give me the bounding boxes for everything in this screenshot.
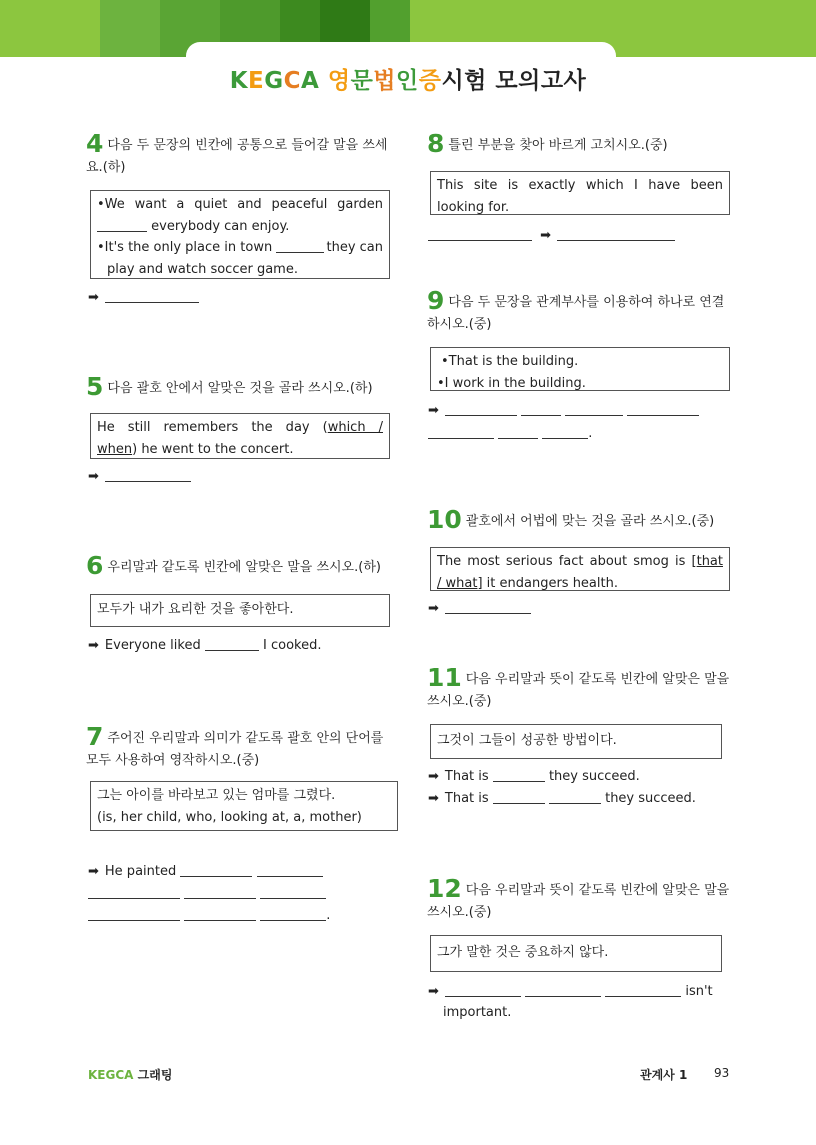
answer-blank[interactable] [180, 862, 252, 877]
q4-box [90, 190, 390, 279]
answer-blank[interactable] [498, 424, 538, 439]
answer-blank[interactable] [557, 226, 675, 241]
answer-blank[interactable] [549, 789, 601, 804]
page-number: 93 [714, 1066, 730, 1080]
page-title [0, 62, 816, 95]
q9-answer [428, 400, 699, 422]
question-number: 4 [86, 129, 104, 158]
arrow-icon: ➡ [88, 469, 99, 484]
box-line: This site is exactly which I have been [437, 178, 723, 193]
question-10 [427, 505, 731, 534]
arrow-icon: ➡ [428, 601, 439, 616]
footer-chapter: 관계사 1 [640, 1068, 688, 1082]
question-text: 다음 두 문장의 빈칸에 공통으로 들어갈 말을 쓰세요.(하) [86, 138, 388, 175]
box-line: 그는 아이를 바라보고 있는 엄마를 그렸다. [97, 788, 336, 803]
arrow-icon: ➡ [88, 864, 99, 879]
q12-box [430, 935, 722, 972]
title-part: E [248, 68, 265, 94]
question-number: 8 [427, 129, 445, 158]
question-12 [427, 874, 731, 924]
q7-answer [88, 861, 323, 883]
answer-text: they succeed. [548, 769, 640, 784]
answer-blank[interactable] [542, 424, 588, 439]
question-4 [86, 129, 390, 179]
title-part: 영 [327, 68, 351, 94]
q11-box [430, 724, 722, 759]
arrow-icon: ➡ [428, 769, 439, 784]
band-block [100, 0, 160, 57]
answer-blank[interactable] [257, 862, 323, 877]
footer-logo: KEGCA [88, 1068, 134, 1082]
box-text: 모두가 내가 요리한 것을 좋아한다. [97, 602, 294, 617]
footer-brand-name: 그래팅 [133, 1068, 173, 1082]
box-line: everybody can enjoy. [151, 218, 290, 234]
question-number: 6 [86, 551, 104, 580]
arrow-icon: ➡ [428, 403, 439, 418]
question-text: 주어진 우리말과 의미가 같도록 괄호 안의 단어를 모두 사용하여 영작하시오.(중) [86, 731, 384, 768]
title-part: 증 [418, 68, 442, 94]
answer-text: they succeed. [605, 791, 696, 806]
box-line: •We want a quiet and peaceful garden [97, 197, 383, 212]
q12-answer [428, 981, 713, 1003]
box-line: they can [326, 240, 383, 255]
box-line: (is, her child, who, looking at, a, mother) [97, 809, 362, 825]
answer-text: That is [444, 769, 489, 784]
answer-text: isn't [685, 984, 713, 999]
q9-box [430, 347, 730, 391]
question-5 [86, 372, 390, 401]
q11-answer-2 [428, 788, 696, 810]
box-text: The most serious fact about smog is [ [437, 554, 697, 569]
box-line: •It's the only place in town [97, 240, 273, 255]
q6-answer [88, 635, 321, 657]
answer-blank[interactable] [88, 906, 180, 921]
arrow-icon: ➡ [88, 638, 99, 653]
title-part: G [264, 68, 284, 94]
box-choice: when [97, 441, 133, 457]
answer-blank[interactable] [565, 401, 623, 416]
q5-box [90, 413, 390, 459]
box-line: •That is the building. [441, 354, 579, 369]
blank [97, 217, 147, 232]
question-number: 5 [86, 372, 104, 401]
answer-blank[interactable] [493, 767, 545, 782]
box-line: play and watch soccer game. [107, 261, 298, 277]
title-part: 인 [396, 68, 419, 94]
arrow-icon: ➡ [88, 290, 99, 305]
box-choice: which / [327, 420, 383, 435]
question-text: 틀린 부분을 찾아 바르게 고치시오.(중) [448, 138, 668, 153]
question-6 [86, 551, 390, 580]
question-11 [427, 663, 731, 713]
question-8 [427, 129, 731, 158]
answer-blank[interactable] [445, 401, 517, 416]
box-choice: that [696, 554, 723, 569]
answer-blank[interactable] [105, 288, 199, 303]
arrow-icon: ➡ [428, 984, 439, 999]
box-text: 그것이 그들이 성공한 방법이다. [437, 733, 617, 748]
question-text: 다음 괄호 안에서 알맞은 것을 골라 쓰시오.(하) [107, 381, 373, 396]
q7-answer-line2 [88, 883, 326, 905]
q4-answer [88, 287, 199, 309]
box-text: 그가 말한 것은 중요하지 않다. [437, 945, 609, 960]
question-number: 7 [86, 722, 104, 751]
answer-text: important. [443, 1005, 512, 1020]
answer-blank[interactable] [260, 906, 326, 921]
q7-box [90, 781, 398, 831]
q8-box [430, 171, 730, 215]
question-number: 12 [427, 874, 462, 903]
q6-box [90, 594, 390, 627]
answer-blank[interactable] [521, 401, 561, 416]
question-number: 10 [427, 505, 462, 534]
title-part: 시험 모의고사 [441, 68, 587, 94]
answer-text: That is [444, 791, 489, 806]
answer-blank[interactable] [605, 982, 681, 997]
question-text: 다음 우리말과 뜻이 같도록 빈칸에 알맞은 말을 쓰시오.(중) [427, 672, 730, 709]
question-7 [86, 722, 394, 772]
q10-box [430, 547, 730, 591]
q9-answer-line2: . [428, 423, 592, 445]
answer-text: I cooked. [263, 638, 322, 653]
answer-blank[interactable] [184, 884, 256, 899]
title-part: K [229, 68, 249, 94]
q11-answer-1 [428, 766, 640, 788]
answer-blank[interactable] [205, 636, 259, 651]
q7-answer-line3: . [88, 905, 330, 927]
answer-blank[interactable] [260, 884, 326, 899]
answer-text: He painted [104, 864, 177, 879]
answer-blank[interactable] [493, 789, 545, 804]
title-part: C [283, 68, 302, 94]
answer-blank[interactable] [428, 424, 494, 439]
answer-blank[interactable] [445, 982, 521, 997]
answer-blank[interactable] [627, 401, 699, 416]
arrow-icon: ➡ [540, 228, 552, 243]
answer-blank[interactable] [105, 467, 191, 482]
question-text: 우리말과 같도록 빈칸에 알맞은 말을 쓰시오.(하) [107, 560, 381, 575]
q10-answer [428, 598, 531, 620]
box-text: ] it endangers health. [477, 575, 618, 591]
box-text: ) he went to the concert. [132, 441, 294, 457]
box-line: •I work in the building. [437, 375, 586, 391]
question-text: 다음 두 문장을 관계부사를 이용하여 하나로 연결하시오.(중) [427, 295, 725, 332]
answer-text: Everyone liked [104, 638, 201, 653]
answer-blank[interactable] [184, 906, 256, 921]
answer-blank[interactable] [445, 599, 531, 614]
question-9 [427, 286, 731, 336]
arrow-icon: ➡ [428, 791, 439, 806]
q5-answer [88, 466, 191, 488]
answer-blank[interactable] [525, 982, 601, 997]
title-part: 법 [373, 68, 397, 94]
q12-answer-line2 [443, 1002, 511, 1024]
title-part: 문 [350, 68, 374, 94]
footer-brand [88, 1066, 172, 1083]
title-part: A [301, 68, 328, 94]
blank [276, 238, 324, 253]
question-text: 다음 우리말과 뜻이 같도록 빈칸에 알맞은 말을 쓰시오.(중) [427, 883, 730, 920]
question-text: 괄호에서 어법에 맞는 것을 골라 쓰시오.(중) [465, 514, 715, 529]
box-choice: / what [437, 575, 478, 591]
answer-blank[interactable] [428, 226, 532, 241]
question-number: 9 [427, 286, 445, 315]
box-text: He still remembers the day ( [97, 420, 328, 435]
box-line: looking for. [437, 199, 510, 215]
answer-blank[interactable] [88, 884, 180, 899]
question-number: 11 [427, 663, 462, 692]
q8-answer [428, 225, 675, 247]
